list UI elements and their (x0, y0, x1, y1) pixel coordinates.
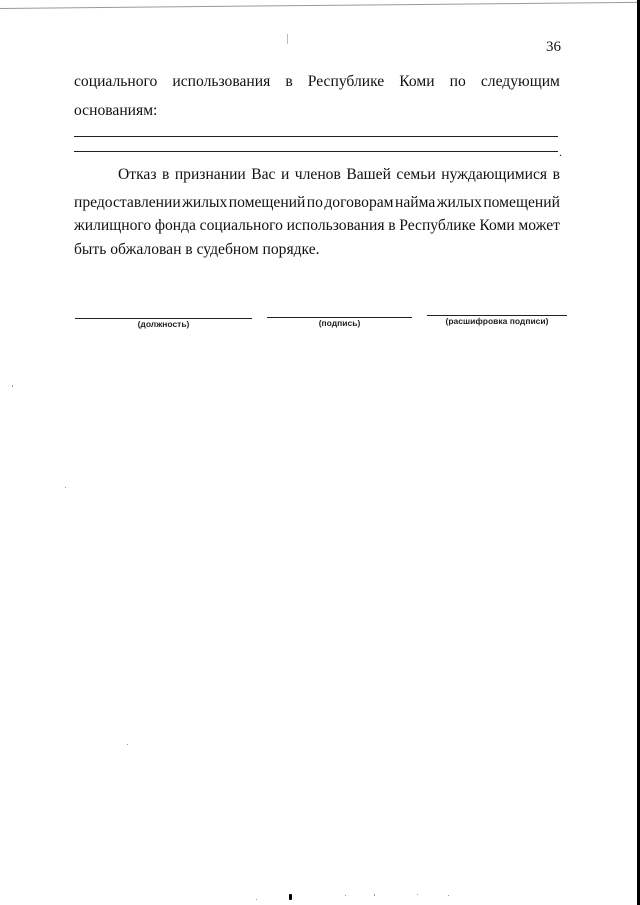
word: использования (172, 73, 271, 90)
word: жилых (436, 194, 482, 211)
scan-speck (374, 894, 375, 896)
word: по (306, 194, 323, 211)
word: предоставлении (74, 194, 181, 211)
word: в (285, 73, 293, 90)
word: социального (199, 217, 283, 234)
blank-fill-line (74, 151, 558, 152)
word: Вас (251, 166, 276, 183)
word: помещений (483, 194, 560, 211)
fill-line-period: . (559, 145, 562, 159)
position-label: (должность) (137, 319, 190, 329)
word: следующим (480, 73, 560, 90)
word: найма (394, 194, 436, 211)
word: в (552, 166, 560, 183)
signature-label: (подпись) (318, 318, 361, 328)
text-line-1 (74, 72, 560, 92)
word: и (280, 166, 290, 183)
scan-speck (256, 899, 257, 900)
word: Республике (307, 73, 385, 90)
word: жилищного (74, 217, 152, 234)
scan-speck (287, 34, 288, 44)
paragraph-line: быть обжалован в судебном порядке. (74, 241, 320, 258)
word: может (518, 217, 560, 234)
scan-speck (127, 744, 128, 745)
word: фонда (154, 217, 196, 234)
word: по (449, 73, 466, 90)
paragraph-line (74, 193, 560, 213)
word: жилых (182, 194, 228, 211)
scan-speck (417, 894, 418, 895)
word: Коми (399, 73, 435, 90)
word: в (388, 217, 396, 234)
ink-blot (289, 894, 292, 900)
word: договорам (324, 194, 394, 211)
word: Вашей (346, 166, 391, 183)
text-line-2: основаниям: (74, 102, 158, 119)
word: в (161, 166, 170, 183)
decoding-label: (расшифровка подписи) (445, 316, 549, 326)
scan-speck (345, 895, 346, 896)
word: Отказ (118, 166, 157, 183)
scan-speck (65, 487, 66, 488)
scan-speck (448, 895, 449, 896)
word: Республике (399, 217, 476, 234)
scan-speck (12, 385, 13, 387)
blank-fill-line (74, 136, 558, 137)
word: помещений (228, 194, 306, 211)
paragraph-line (74, 216, 560, 236)
word: социального (74, 73, 158, 90)
word: Коми (479, 217, 515, 234)
paragraph-line (118, 165, 560, 185)
word: использования (286, 217, 385, 234)
page-number: 36 (546, 39, 561, 55)
word: членов (294, 166, 341, 183)
word: нуждающимися (441, 166, 548, 183)
scan-top-edge (0, 2, 637, 9)
word: семьи (396, 166, 436, 183)
word: признании (174, 166, 246, 183)
